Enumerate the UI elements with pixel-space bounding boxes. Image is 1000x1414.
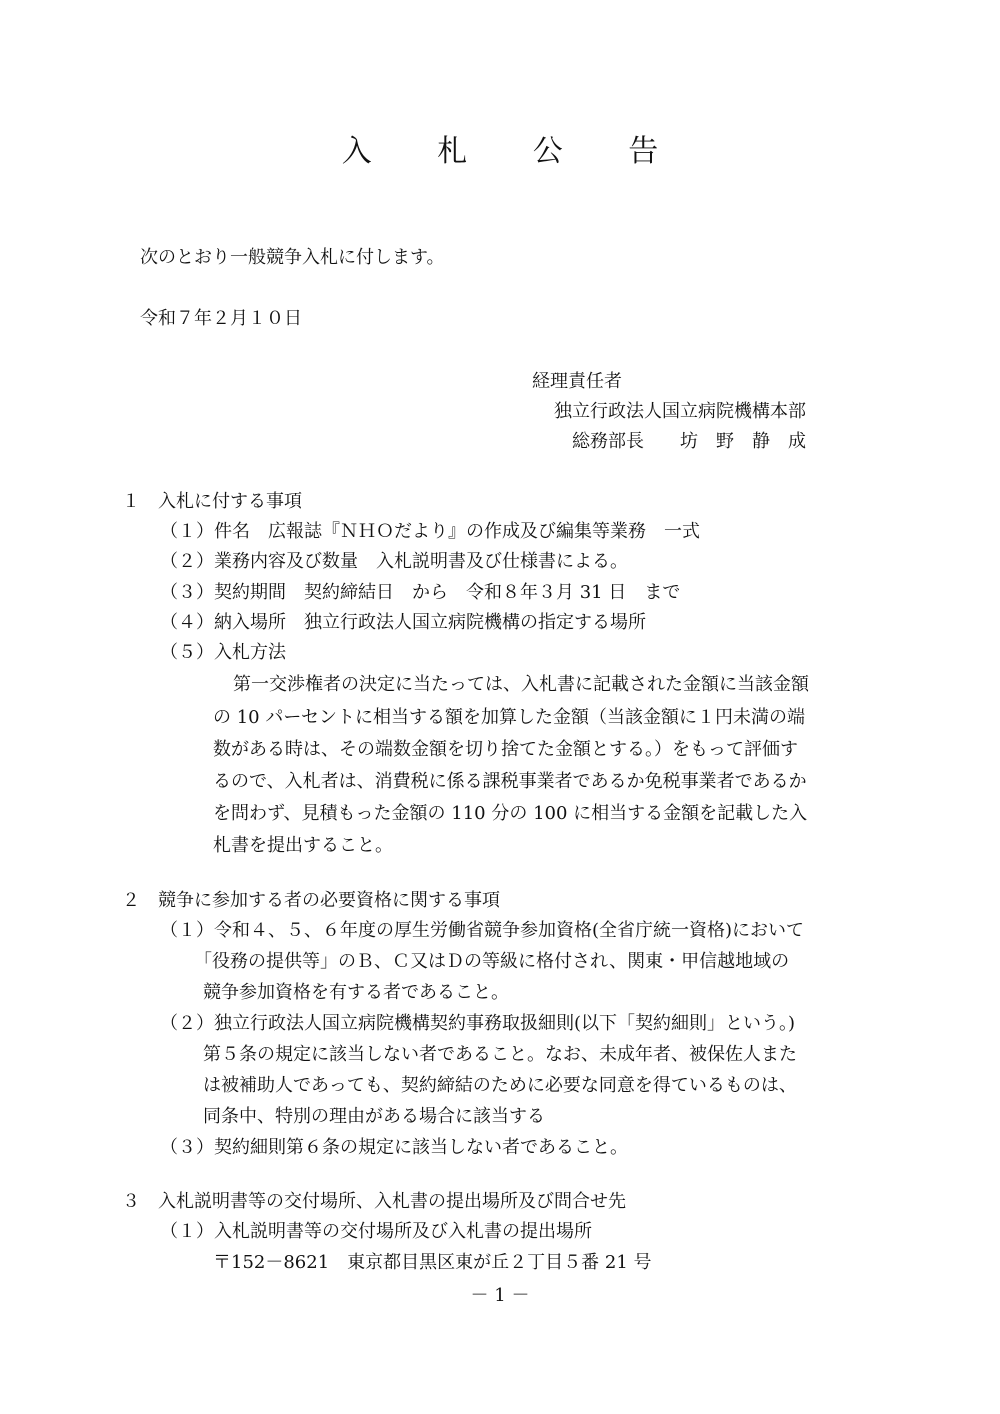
section1-item: （５）入札方法 <box>160 642 286 663</box>
method-line: 数がある時は、その端数金額を切り捨てた金額とする。）をもって評価す <box>213 739 798 760</box>
section1-item: （４）納入場所 独立行政法人国立病院機構の指定する場所 <box>160 612 646 633</box>
page-number: － 1 － <box>470 1285 530 1306</box>
section2-item2-line: 第５条の規定に該当しない者であること。なお、未成年者、被保佐人また <box>203 1044 797 1065</box>
section1-item: （１）件名 広報誌『ＮＨＯだより』の作成及び編集等業務 一式 <box>160 521 700 542</box>
page-title: 入 札 公 告 <box>341 134 687 169</box>
method-line: の 10 パーセントに相当する額を加算した金額（当該金額に１円未満の端 <box>213 707 805 728</box>
section2-item2-line: は被補助人であっても、契約締結のために必要な同意を得ているものは、 <box>203 1075 797 1096</box>
section3-address: 〒152－8621 東京都目黒区東が丘２丁目５番 21 号 <box>213 1252 652 1273</box>
section2-item2-line: 同条中、特別の理由がある場合に該当する <box>203 1106 545 1127</box>
section2-item1-line: 「役務の提供等」のＢ、Ｃ又はＤの等級に格付され、関東・甲信越地域の <box>194 951 790 972</box>
method-line: 第一交渉権者の決定に当たっては、入札書に記載された金額に当該金額 <box>233 674 809 695</box>
method-line: を問わず、見積もった金額の 110 分の 100 に相当する金額を記載した入 <box>213 803 808 824</box>
signatory-organization: 独立行政法人国立病院機構本部 <box>554 401 806 422</box>
section1-item: （３）契約期間 契約締結日 から 令和８年３月 31 日 まで <box>160 582 681 603</box>
intro-text: 次のとおり一般競争入札に付します。 <box>140 247 445 268</box>
section2-heading: ２ 競争に参加する者の必要資格に関する事項 <box>122 890 500 911</box>
section1-heading: １ 入札に付する事項 <box>122 491 302 512</box>
signatory-role: 経理責任者 <box>532 371 622 392</box>
section2-item1-line: （１）令和４、５、６年度の厚生労働省競争参加資格(全省庁統一資格)において <box>160 920 805 941</box>
section1-item: （２）業務内容及び数量 入札説明書及び仕様書による。 <box>160 551 628 572</box>
method-line: るので、入札者は、消費税に係る課税事業者であるか免税事業者であるか <box>213 771 807 792</box>
section2-item3: （３）契約細則第６条の規定に該当しない者であること。 <box>160 1137 628 1158</box>
section3-item1: （１）入札説明書等の交付場所及び入札書の提出場所 <box>160 1221 592 1242</box>
method-line: 札書を提出すること。 <box>213 835 393 856</box>
notice-date: 令和７年２月１０日 <box>140 308 302 329</box>
signatory-title-name: 総務部長 坊 野 静 成 <box>572 431 806 452</box>
section3-heading: ３ 入札説明書等の交付場所、入札書の提出場所及び問合せ先 <box>122 1191 626 1212</box>
section2-item1-line: 競争参加資格を有する者であること。 <box>203 982 509 1003</box>
section2-item2-line: （２）独立行政法人国立病院機構契約事務取扱細則(以下「契約細則」という。) <box>160 1013 796 1034</box>
